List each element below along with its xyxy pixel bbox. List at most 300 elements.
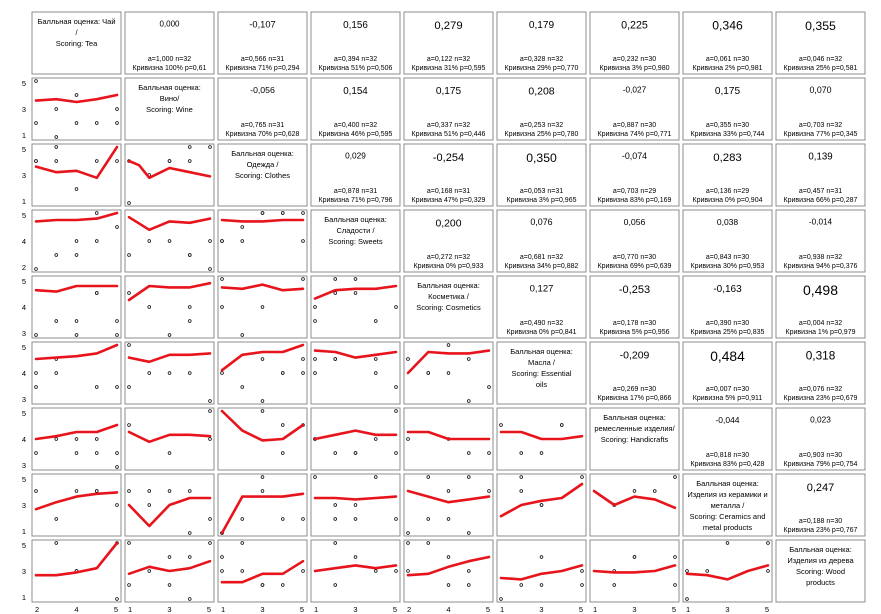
scatter-point xyxy=(374,570,377,573)
variable-label: Балльная оценка: Масла / Scoring: Essential oils xyxy=(510,347,573,389)
scatter-point xyxy=(188,490,191,493)
scatter-point xyxy=(55,160,58,163)
curvature-stats: Кривизна 71% p=0,796 xyxy=(318,197,393,204)
scatter-point xyxy=(686,598,689,601)
curvature-stats: Кривизна 5% p=0,956 xyxy=(599,329,670,336)
correlation-stats: a=0,061 n=30 xyxy=(705,56,750,63)
scatter-point xyxy=(520,452,523,455)
scatter-point xyxy=(168,160,171,163)
scatter-point xyxy=(55,108,58,111)
scatter-point xyxy=(281,212,284,215)
scatter-point xyxy=(334,504,337,507)
scatter-point xyxy=(35,268,38,271)
scatter-point xyxy=(488,386,491,389)
scatter-point xyxy=(95,292,98,295)
correlation-value: 0,279 xyxy=(434,20,463,33)
scatter-point xyxy=(116,160,119,163)
correlation-value: 0,029 xyxy=(345,150,366,161)
scatter-point xyxy=(35,452,38,455)
scatter-point xyxy=(261,584,264,587)
correlation-value: 0,175 xyxy=(435,86,462,98)
scatter-point xyxy=(148,490,151,493)
scatter-point xyxy=(148,372,151,375)
correlation-value: -0,253 xyxy=(618,283,651,296)
x-tick-label: 4 xyxy=(446,605,451,614)
x-tick-label: 1 xyxy=(686,605,691,614)
scatter-point xyxy=(35,122,38,125)
scatter-point xyxy=(613,584,616,587)
scatter-point xyxy=(354,292,357,295)
correlation-stats: a=0,272 n=32 xyxy=(426,254,471,261)
correlation-stats: a=0,328 n=32 xyxy=(519,56,564,63)
scatter-point xyxy=(188,598,191,601)
scatter-point xyxy=(55,254,58,257)
curvature-stats: Кривизна 3% p=0,980 xyxy=(599,65,670,72)
scatter-point xyxy=(128,542,131,545)
curvature-stats: Кривизна 66% p=0,287 xyxy=(783,197,858,204)
curvature-stats: Кривизна 17% p=0,866 xyxy=(597,395,672,402)
y-tick-label: 3 xyxy=(21,171,26,180)
scatter-point xyxy=(75,490,78,493)
scatter-point xyxy=(302,212,305,215)
scatter-point xyxy=(55,542,58,545)
scatter-point xyxy=(75,122,78,125)
curvature-stats: Кривизна 94% p=0,376 xyxy=(783,263,858,270)
scatter-point xyxy=(241,570,244,573)
correlation-value: 0,056 xyxy=(623,216,646,227)
y-tick-label: 3 xyxy=(21,461,26,470)
x-tick-label: 5 xyxy=(671,605,676,614)
scatter-point xyxy=(116,452,119,455)
scatter-point xyxy=(35,386,38,389)
y-tick-label: 3 xyxy=(21,329,26,338)
cell-frame-4-3 xyxy=(311,276,400,338)
correlation-stats: a=0,122 n=32 xyxy=(426,56,471,63)
correlation-stats: a=0,178 n=30 xyxy=(612,320,657,327)
curvature-stats: Кривизна 46% p=0,595 xyxy=(318,131,393,138)
cell-frame-2-0 xyxy=(32,144,121,206)
scatter-point xyxy=(188,320,191,323)
correlation-value: -0,254 xyxy=(432,151,465,164)
scatter-point xyxy=(168,372,171,375)
scatter-point xyxy=(407,542,410,545)
scatter-point xyxy=(116,334,119,337)
curvature-stats: Кривизна 34% p=0,882 xyxy=(504,263,579,270)
scatter-point xyxy=(116,504,119,507)
scatter-point xyxy=(488,490,491,493)
scatter-point xyxy=(55,146,58,149)
correlation-stats: a=0,843 n=30 xyxy=(705,254,750,261)
scatter-point xyxy=(128,490,131,493)
scatter-point xyxy=(75,320,78,323)
curvature-stats: Кривизна 1% p=0,979 xyxy=(785,329,856,336)
x-tick-label: 5 xyxy=(764,605,769,614)
scatter-point xyxy=(302,372,305,375)
scatter-point xyxy=(427,476,430,479)
scatter-point xyxy=(55,438,58,441)
scatter-point xyxy=(302,278,305,281)
correlation-stats: a=0,566 n=31 xyxy=(240,56,285,63)
curvature-stats: Кривизна 51% p=0,446 xyxy=(411,131,486,138)
scatter-point xyxy=(168,584,171,587)
correlation-stats: a=0,887 n=30 xyxy=(612,122,657,129)
scatter-point xyxy=(116,122,119,125)
scatter-point xyxy=(168,490,171,493)
curvature-stats: Кривизна 23% p=0,679 xyxy=(783,395,858,402)
x-tick-label: 5 xyxy=(299,605,304,614)
correlation-value: 0,346 xyxy=(712,18,743,33)
x-tick-label: 5 xyxy=(206,605,211,614)
scatter-point xyxy=(35,80,38,83)
scatter-point xyxy=(261,358,264,361)
scatter-point xyxy=(334,584,337,587)
scatter-point xyxy=(75,94,78,97)
scatter-point xyxy=(188,532,191,535)
correlation-stats: a=0,355 n=30 xyxy=(705,122,750,129)
scatter-point xyxy=(395,410,398,413)
y-tick-label: 1 xyxy=(21,131,26,140)
correlation-stats: a=0,394 n=32 xyxy=(333,56,378,63)
scatter-point xyxy=(209,240,212,243)
correlation-value: 0,023 xyxy=(810,414,831,425)
y-tick-label: 1 xyxy=(21,593,26,602)
scatter-point xyxy=(407,358,410,361)
scatter-point xyxy=(520,490,523,493)
scatter-point xyxy=(427,542,430,545)
curvature-stats: Кривизна 30% p=0,953 xyxy=(690,263,765,270)
scatter-point xyxy=(241,240,244,243)
scatter-point xyxy=(395,306,398,309)
scatter-point xyxy=(334,542,337,545)
scatter-point xyxy=(488,452,491,455)
x-tick-label: 3 xyxy=(632,605,637,614)
curvature-stats: Кривизна 3% p=0,965 xyxy=(506,197,577,204)
fit-line xyxy=(222,220,303,221)
y-tick-label: 5 xyxy=(21,409,26,418)
correlation-stats: a=0,903 n=30 xyxy=(798,452,843,459)
scatter-point xyxy=(75,438,78,441)
variable-label: Балльная оценка: Чай / Scoring: Tea xyxy=(37,17,116,48)
scatter-point xyxy=(395,386,398,389)
y-tick-label: 5 xyxy=(21,475,26,484)
scatter-point xyxy=(447,344,450,347)
curvature-stats: Кривизна 79% p=0,754 xyxy=(783,461,858,468)
x-tick-label: 5 xyxy=(113,605,118,614)
cell-frame-6-3 xyxy=(311,408,400,470)
cell-frame-8-5 xyxy=(497,540,586,602)
scatter-point xyxy=(261,476,264,479)
correlation-value: 0,200 xyxy=(435,218,462,230)
scatter-point xyxy=(95,438,98,441)
x-tick-label: 2 xyxy=(407,605,412,614)
scatter-point xyxy=(95,122,98,125)
scatter-point xyxy=(686,570,689,573)
correlation-stats: a=0,770 n=30 xyxy=(612,254,657,261)
scatter-point xyxy=(188,372,191,375)
x-tick-label: 3 xyxy=(539,605,544,614)
scatter-point xyxy=(128,386,131,389)
x-tick-label: 5 xyxy=(578,605,583,614)
scatter-point xyxy=(35,372,38,375)
variable-label: Балльная оценка: Косметика / Scoring: Cosmetics xyxy=(416,281,481,312)
cell-frame-5-0 xyxy=(32,342,121,404)
scatter-point xyxy=(314,476,317,479)
correlation-value: 0,208 xyxy=(528,85,555,98)
scatter-point xyxy=(467,584,470,587)
variable-label: Балльная оценка: ремесленные изделия/ Scoring: Handicrafts xyxy=(594,413,675,444)
scatter-point xyxy=(560,424,563,427)
scatter-point xyxy=(334,452,337,455)
correlation-value: 0,038 xyxy=(716,216,739,227)
correlation-value: -0,163 xyxy=(713,283,742,295)
x-tick-label: 1 xyxy=(221,605,226,614)
correlation-value: -0,027 xyxy=(622,84,647,95)
scatter-point xyxy=(314,320,317,323)
correlation-value: 0,070 xyxy=(809,85,832,96)
scatter-point xyxy=(302,240,305,243)
correlation-stats: a=0,188 n=30 xyxy=(798,518,843,525)
scatter-point xyxy=(168,334,171,337)
scatter-point xyxy=(467,476,470,479)
curvature-stats: Кривизна 0% p=0,904 xyxy=(692,197,763,204)
y-tick-label: 3 xyxy=(21,501,26,510)
y-tick-label: 1 xyxy=(21,197,26,206)
scatter-point xyxy=(427,372,430,375)
scatter-point xyxy=(540,452,543,455)
variable-label: Балльная оценка: Одежда / Scoring: Clothes xyxy=(231,149,294,180)
correlation-stats: a=0,168 n=31 xyxy=(426,188,471,195)
correlation-stats: a=0,004 n=32 xyxy=(798,320,843,327)
scatter-point xyxy=(302,358,305,361)
y-tick-label: 3 xyxy=(21,395,26,404)
correlation-value: 0,127 xyxy=(529,283,554,295)
x-tick-label: 1 xyxy=(128,605,133,614)
scatter-point xyxy=(540,504,543,507)
correlation-value: -0,209 xyxy=(619,349,650,362)
scatter-point xyxy=(261,306,264,309)
scatter-point xyxy=(334,518,337,521)
y-tick-label: 1 xyxy=(21,527,26,536)
curvature-stats: Кривизна 23% p=0,767 xyxy=(783,527,858,534)
y-tick-label: 3 xyxy=(21,105,26,114)
scatter-point xyxy=(75,188,78,191)
scatter-point xyxy=(221,278,224,281)
scatter-point xyxy=(35,160,38,163)
scatter-point xyxy=(241,226,244,229)
correlation-stats: a=0,046 n=32 xyxy=(798,56,843,63)
scatter-point xyxy=(281,452,284,455)
cell-frame-7-2 xyxy=(218,474,307,536)
y-tick-label: 5 xyxy=(21,211,26,220)
correlation-value: 0,000 xyxy=(159,19,180,29)
curvature-stats: Кривизна 2% p=0,981 xyxy=(692,65,763,72)
scatter-point xyxy=(168,556,171,559)
scatter-point xyxy=(261,212,264,215)
cell-frame-8-7 xyxy=(683,540,772,602)
correlation-stats: a=0,269 n=30 xyxy=(612,386,657,393)
x-tick-label: 3 xyxy=(167,605,172,614)
cell-frame-8-2 xyxy=(218,540,307,602)
curvature-stats: Кривизна 25% p=0,835 xyxy=(690,329,765,336)
scatter-point xyxy=(281,424,284,427)
scatter-point xyxy=(168,240,171,243)
scatter-point xyxy=(128,292,131,295)
scatter-point xyxy=(302,518,305,521)
curvature-stats: Кривизна 70% p=0,628 xyxy=(225,131,300,138)
scatter-point xyxy=(281,372,284,375)
correlation-stats: a=0,007 n=30 xyxy=(705,386,750,393)
x-tick-label: 3 xyxy=(725,605,730,614)
scatter-point xyxy=(407,438,410,441)
scatter-point xyxy=(467,358,470,361)
correlation-stats: a=0,076 n=32 xyxy=(798,386,843,393)
x-tick-label: 1 xyxy=(314,605,319,614)
scatter-point xyxy=(581,476,584,479)
scatter-point xyxy=(188,160,191,163)
correlation-stats: a=0,681 n=32 xyxy=(519,254,564,261)
scatter-point xyxy=(241,334,244,337)
scatter-point xyxy=(221,240,224,243)
scatter-point xyxy=(467,400,470,403)
variable-label: Балльная оценка: Изделия из керамики и металла / Scoring: Ceramics and metal products xyxy=(687,479,768,532)
correlation-stats: a=0,878 n=31 xyxy=(333,188,378,195)
scatter-point xyxy=(395,452,398,455)
correlation-stats: a=0,253 n=32 xyxy=(519,122,564,129)
scatter-point xyxy=(467,570,470,573)
scatter-point xyxy=(581,570,584,573)
correlation-value: -0,044 xyxy=(715,414,740,425)
scatter-point xyxy=(407,570,410,573)
scatter-point xyxy=(500,424,503,427)
correlation-stats: a=0,390 n=30 xyxy=(705,320,750,327)
scatter-point xyxy=(55,372,58,375)
scatter-point xyxy=(116,108,119,111)
scatter-point xyxy=(116,598,119,601)
correlation-value: 0,156 xyxy=(343,19,368,31)
scatter-point xyxy=(188,556,191,559)
scatter-point xyxy=(209,146,212,149)
y-tick-label: 5 xyxy=(21,79,26,88)
scatter-point xyxy=(633,556,636,559)
scatter-point xyxy=(281,584,284,587)
scatter-point xyxy=(467,532,470,535)
cell-frame-6-1 xyxy=(125,408,214,470)
correlation-value: 0,498 xyxy=(802,282,839,299)
scatter-point xyxy=(241,542,244,545)
scatter-point xyxy=(674,556,677,559)
scatter-point xyxy=(209,438,212,441)
correlation-stats: a=0,337 n=32 xyxy=(426,122,471,129)
scatter-point xyxy=(447,584,450,587)
scatter-point xyxy=(334,358,337,361)
correlation-value: -0,074 xyxy=(621,151,648,162)
scatter-point xyxy=(221,556,224,559)
x-tick-label: 3 xyxy=(260,605,265,614)
cell-frame-7-4 xyxy=(404,474,493,536)
correlation-value: 0,175 xyxy=(714,86,741,98)
scatter-point xyxy=(128,584,131,587)
scatter-point xyxy=(95,212,98,215)
scatter-point xyxy=(314,372,317,375)
correlation-value: 0,350 xyxy=(526,150,557,165)
correlation-value: 0,139 xyxy=(808,151,833,163)
scatter-point xyxy=(302,570,305,573)
scatter-point xyxy=(314,358,317,361)
y-tick-label: 5 xyxy=(21,343,26,352)
scatter-point xyxy=(221,570,224,573)
scatter-point xyxy=(261,410,264,413)
scatter-point xyxy=(633,490,636,493)
scatter-point xyxy=(188,146,191,149)
correlation-stats: a=0,938 n=32 xyxy=(798,254,843,261)
scatter-point xyxy=(75,240,78,243)
x-tick-label: 5 xyxy=(392,605,397,614)
scatter-point xyxy=(35,490,38,493)
scatter-point xyxy=(209,400,212,403)
scatter-point xyxy=(116,386,119,389)
curvature-stats: Кривизна 31% p=0,595 xyxy=(411,65,486,72)
curvature-stats: Кривизна 83% p=0,428 xyxy=(690,461,765,468)
correlation-stats: a=0,053 n=31 xyxy=(519,188,564,195)
y-tick-label: 5 xyxy=(21,277,26,286)
x-tick-label: 1 xyxy=(500,605,505,614)
scatter-point xyxy=(209,410,212,413)
correlation-stats: a=1,000 n=32 xyxy=(147,56,192,63)
scatter-point xyxy=(374,320,377,323)
scatter-point xyxy=(767,570,770,573)
scatter-point xyxy=(354,556,357,559)
scatter-point xyxy=(374,372,377,375)
correlation-value: 0,283 xyxy=(713,152,742,165)
correlation-value: 0,179 xyxy=(528,20,555,32)
scatter-point xyxy=(221,306,224,309)
correlation-stats: a=0,703 n=29 xyxy=(612,188,657,195)
y-tick-label: 5 xyxy=(21,145,26,154)
scatter-point xyxy=(706,570,709,573)
scatter-point xyxy=(241,518,244,521)
scatter-point xyxy=(75,254,78,257)
curvature-stats: Кривизна 0% p=0,841 xyxy=(506,329,577,336)
scatter-point xyxy=(374,358,377,361)
curvature-stats: Кривизна 5% p=0,911 xyxy=(692,395,763,402)
curvature-stats: Кривизна 83% p=0,169 xyxy=(597,197,672,204)
scatter-point xyxy=(55,320,58,323)
scatter-point xyxy=(209,542,212,545)
correlation-stats: a=0,490 n=32 xyxy=(519,320,564,327)
scatter-point xyxy=(374,438,377,441)
scatter-point xyxy=(209,268,212,271)
y-tick-label: 3 xyxy=(21,567,26,576)
correlation-value: 0,355 xyxy=(805,18,836,33)
scatter-point xyxy=(148,570,151,573)
correlation-value: 0,318 xyxy=(805,348,836,363)
curvature-stats: Кривизна 29% p=0,770 xyxy=(504,65,579,72)
scatter-point xyxy=(188,306,191,309)
variable-label: Балльная оценка: Вино/ Scoring: Wine xyxy=(138,83,201,114)
scatter-point xyxy=(281,518,284,521)
scatter-point xyxy=(148,240,151,243)
scatter-point xyxy=(407,532,410,535)
scatter-point xyxy=(116,320,119,323)
scatter-point xyxy=(95,240,98,243)
x-tick-label: 2 xyxy=(35,605,40,614)
scatter-point xyxy=(95,452,98,455)
scatter-point xyxy=(128,344,131,347)
scatter-point xyxy=(314,306,317,309)
scatter-point xyxy=(148,504,151,507)
scatter-point xyxy=(354,518,357,521)
curvature-stats: Кривизна 74% p=0,771 xyxy=(597,131,672,138)
